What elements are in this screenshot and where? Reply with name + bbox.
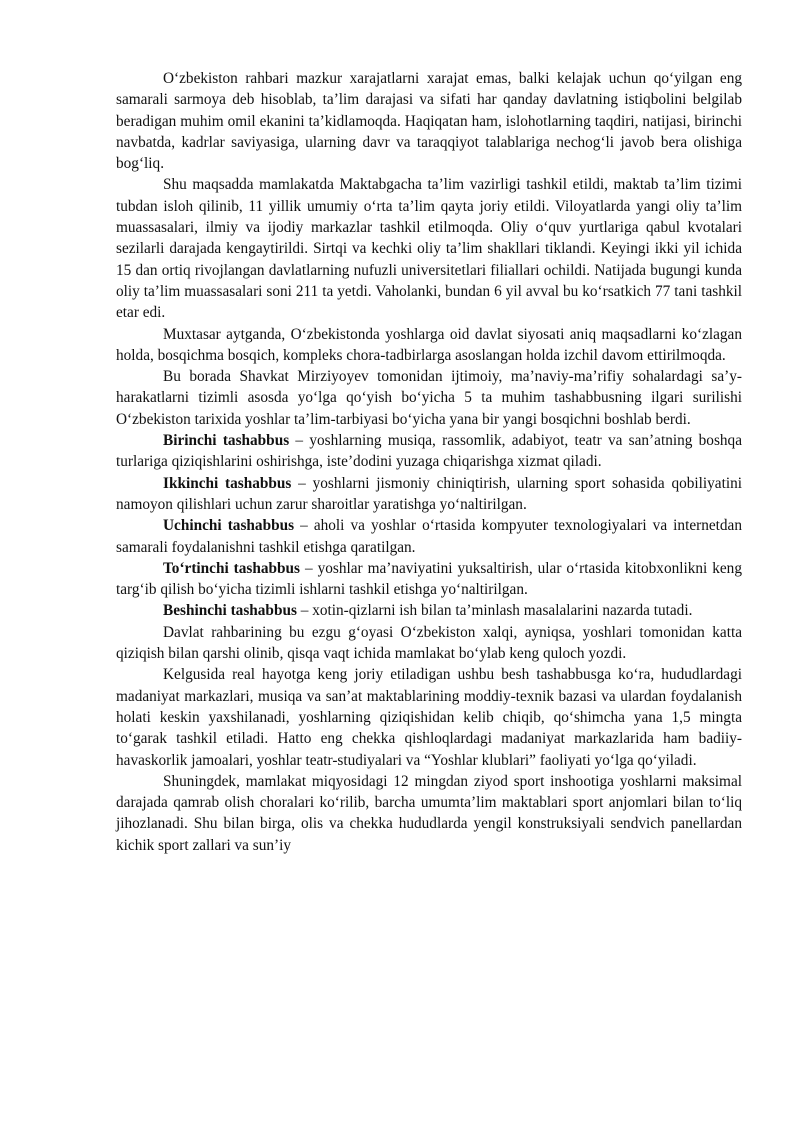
paragraph-text: Bu borada Shavkat Mirziyoyev tomonidan ijtimoiy, ma’naviy-ma’rifiy sohalardagi sa’y-harakatlarni tizimli asosda yo‘lga qo‘yish bo‘yicha 5 ta muhim tashabbusning ilgari surilishi O‘zbekiston tarixida yoshlar ta’lim-tarbiyasi bo‘yicha yana bir yangi bosqichni boshlab berdi. — [116, 368, 742, 428]
initiative-paragraph — [116, 558, 742, 601]
initiative-paragraph — [116, 473, 742, 516]
initiative-paragraph — [116, 600, 742, 621]
paragraph-text: – yoshlarni jismoniy chiniqtirish, ularning sport sohasida qobiliyatini namoyon qilishlari uchun zarur sharoitlar yaratishga yo‘naltirilgan. — [116, 474, 742, 513]
paragraph-text: – yoshlar ma’naviyatini yuksaltirish, ular o‘rtasida kitobxonlikni keng targ‘ib qilish bo‘yicha tizimli ishlarni tashkil etishga yo‘naltirilgan. — [116, 559, 742, 599]
paragraph-text: Davlat rahbarining bu ezgu g‘oyasi O‘zbekiston xalqi, ayniqsa, yoshlari tomonidan katta qiziqish bilan qarshi olinib, qisqa vaqt ichida mamlakat bo‘ylab keng quloch yozdi. — [116, 623, 742, 663]
document-page — [116, 68, 742, 856]
paragraph — [116, 771, 742, 856]
initiative-title: Uchinchi tashabbus — [163, 517, 295, 535]
paragraph-text: – xotin-qizlarni ish bilan ta’minlash masalalarini nazarda tutadi. — [296, 602, 693, 620]
paragraph — [116, 622, 742, 665]
initiative-paragraph — [116, 515, 742, 558]
paragraph-text: Kelgusida real hayotga keng joriy etiladigan ushbu besh tashabbusga ko‘ra, hududlardagi madaniyat markazlari, musiqa va san’at maktablarining moddiy-texnik bazasi va ulardan foydalanish holati keskin yaxshilanadi, yoshlarning qiziqishidan kelib chiqib, qo‘shimcha yana 1,5 mingta to‘garak tashkil etiladi. Hatto eng chekka qishloqlardagi madaniyat markazlarida ham badiiy-havaskorlik jamoalari, yoshlar teatr-studiyalari va “Yoshlar klublari” faoliyati yo‘lga qo‘yiladi. — [116, 666, 742, 769]
paragraph — [116, 68, 742, 174]
paragraph — [116, 366, 742, 430]
initiative-title: Beshinchi tashabbus — [163, 602, 297, 620]
paragraph-text: Shuningdek, mamlakat miqyosidagi 12 mingdan ziyod sport inshootiga yoshlarni maksimal darajada qamrab olish choralari ko‘rilib, barcha umumta’lim maktablari sport anjomlari bilan to‘liq jihozlanadi. Shu bilan birga, olis va chekka hududlarda yengil konstruksiyali sendvich panellardan kichik sport zallari va sun’iy — [116, 772, 742, 854]
paragraph-text: – yoshlarning musiqa, rassomlik, adabiyot, teatr va san’atning boshqa turlariga qiziqishlarini oshirishga, iste’dodini yuzaga chiqarishga xizmat qiladi. — [116, 432, 742, 471]
paragraph — [116, 174, 742, 323]
paragraph — [116, 664, 742, 770]
initiative-title: To‘rtinchi tashabbus — [163, 559, 301, 577]
paragraph-text: Shu maqsadda mamlakatda Maktabgacha ta’lim vazirligi tashkil etildi, maktab ta’lim tizimi tubdan isloh qilinib, 11 yillik umumiy o‘rta ta’lim qayta joriy etildi. Viloyatlarda yangi oliy ta’lim muassasalari, ilmiy va ijodiy markazlar tashkil etilmoqda. Oliy o‘quv yurtlariga qabul kvotalari sezilarli darajada kengaytirildi. Sirtqi va kechki oliy ta’lim shakllari tiklandi. Keyingi ikki yil ichida 15 dan ortiq rivojlangan davlatlarning nufuzli universitetlari filiallari ochildi. Natijada bugungi kunda oliy ta’lim muassasalari soni 211 ta yetdi. Vaholanki, bundan 6 yil avval bu ko‘rsatkich 77 tani tashkil etar edi. — [116, 176, 742, 322]
paragraph-text: Muxtasar aytganda, O‘zbekistonda yoshlarga oid davlat siyosati aniq maqsadlarni ko‘zlagan holda, bosqichma bosqich, kompleks chora-tadbirlarga asoslangan holda izchil davom ettirilmoqda. — [116, 325, 742, 364]
initiative-paragraph — [116, 430, 742, 473]
initiative-title: Birinchi tashabbus — [163, 432, 290, 450]
paragraph-text: O‘zbekiston rahbari mazkur xarajatlarni xarajat emas, balki kelajak uchun qo‘yilgan eng samarali sarmoya deb hisoblab, ta’lim darajasi va sifati har qanday davlatning istiqbolini belgilab beradigan muhim omil ekanini ta’kidlamoqda. Haqiqatan ham, islohotlarning taqdiri, natijasi, birinchi navbatda, kadrlar saviyasiga, ularning davr va taraqqiyot talablariga nechog‘li javob bera olishiga bog‘liq. — [116, 70, 742, 173]
paragraph — [116, 324, 742, 367]
paragraph-text: – aholi va yoshlar o‘rtasida kompyuter texnologiyalari va internetdan samarali foydalanishni tashkil etishga qaratilgan. — [116, 517, 742, 556]
initiative-title: Ikkinchi tashabbus — [163, 474, 292, 492]
